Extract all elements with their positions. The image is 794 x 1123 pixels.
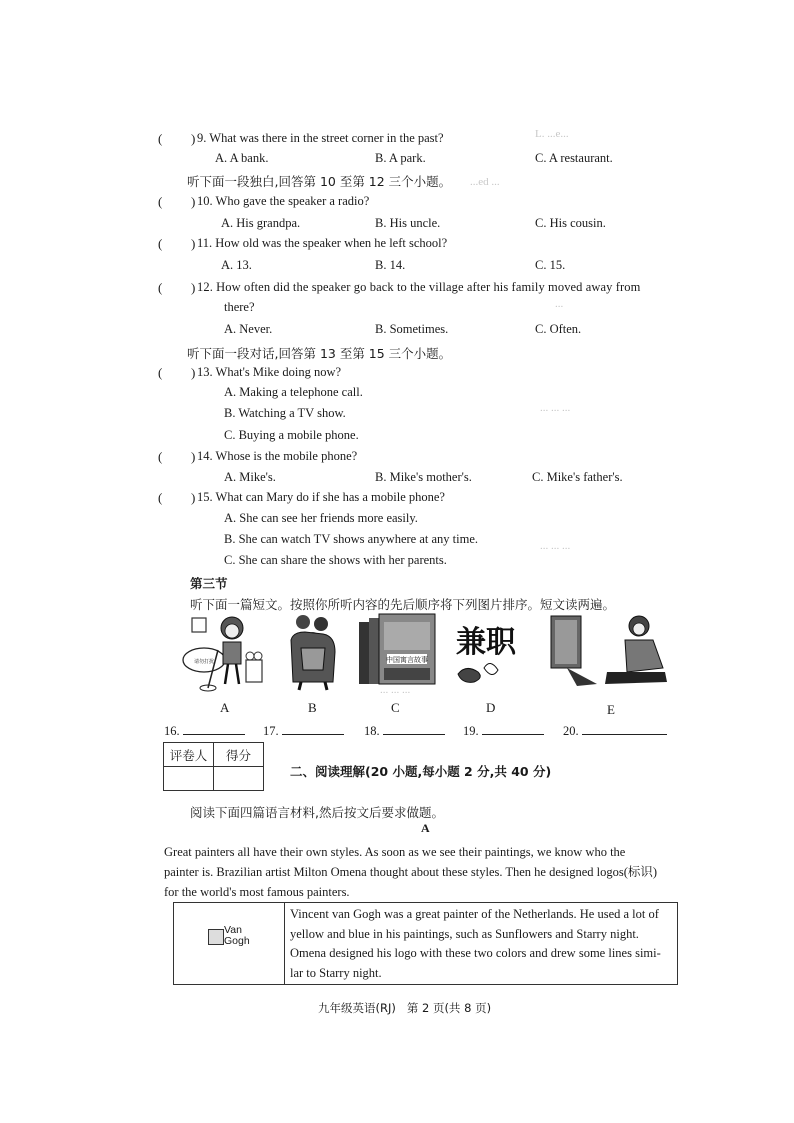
part2-title: 二、阅读理解(20 小题,每小题 2 分,共 40 分) xyxy=(290,764,552,779)
question-15: 15. What can Mary do if she has a mobile phone? xyxy=(197,490,445,504)
instruction-monologue: 听下面一段独白,回答第 10 至第 12 三个小题。 xyxy=(187,174,452,189)
question-12: 12. How often did the speaker go back to the village after his family moved away from xyxy=(197,280,641,294)
picture-b-family xyxy=(283,612,343,692)
van-gogh-logo-cell xyxy=(174,903,285,984)
option: A. Never. xyxy=(224,322,273,336)
option: B. His uncle. xyxy=(375,216,441,230)
section3-instruction: 听下面一篇短文。按照你所听内容的先后顺序将下列图片排序。短文读两遍。 xyxy=(190,597,616,612)
picture-label-c: C xyxy=(391,700,400,715)
instruction-dialogue: 听下面一段对话,回答第 13 至第 15 三个小题。 xyxy=(187,346,452,361)
option: C. 15. xyxy=(535,258,566,272)
option: C. Mike's father's. xyxy=(532,470,623,484)
answer-blank-19[interactable]: 19. xyxy=(463,722,544,739)
picture-e-man-and-painting xyxy=(547,612,677,692)
question-10: 10. Who gave the speaker a radio? xyxy=(197,194,370,208)
picture-label-a: A xyxy=(220,700,230,715)
svg-text:请勿打扰: 请勿打扰 xyxy=(193,659,215,665)
van-gogh-logo-text: Van Gogh xyxy=(224,924,250,947)
passage-label: A xyxy=(421,821,430,835)
grader-score-table xyxy=(163,742,264,791)
section3-title: 第三节 xyxy=(190,576,228,591)
paragraph-line: painter is. Brazilian artist Milton Omena thought about these styles. Then he designed logos(标识) xyxy=(164,865,658,879)
option: B. A park. xyxy=(375,151,426,165)
answer-blank-17[interactable]: 17. xyxy=(263,722,344,739)
answer-blank-18[interactable]: 18. xyxy=(364,722,445,739)
svg-text:中国寓言故事: 中国寓言故事 xyxy=(386,656,428,664)
option: C. Buying a mobile phone. xyxy=(224,428,359,442)
picture-label-b: B xyxy=(308,700,317,715)
option: B. Sometimes. xyxy=(375,322,449,336)
picture-label-d: D xyxy=(486,700,496,715)
van-gogh-description: Vincent van Gogh was a great painter of the Netherlands. He used a lot of yellow and blue in his paintings, such as Sunflowers and Starry night. Omena designed his logo with these two colors and drew some lines simi- lar to Starry night. xyxy=(290,907,661,980)
option: A. She can see her friends more easily. xyxy=(224,511,418,525)
answer-blank-20[interactable]: 20. xyxy=(563,722,667,739)
option: C. His cousin. xyxy=(535,216,606,230)
option: A. Making a telephone call. xyxy=(224,385,363,399)
option: B. 14. xyxy=(375,258,406,272)
question-11: 11. How old was the speaker when he left school? xyxy=(197,236,448,250)
svg-text:兼职: 兼职 xyxy=(456,625,516,660)
paragraph-line: for the world's most famous painters. xyxy=(164,885,350,899)
van-gogh-info-box xyxy=(173,902,678,985)
option: A. His grandpa. xyxy=(221,216,301,230)
picture-d-calligraphy xyxy=(450,612,535,692)
answer-blank-16[interactable]: 16. xyxy=(164,722,245,739)
page-footer: 九年级英语(RJ) 第 2 页(共 8 页) xyxy=(318,1001,492,1015)
van-gogh-logo-icon xyxy=(208,929,224,945)
option: B. Mike's mother's. xyxy=(375,470,472,484)
option: B. She can watch TV shows anywhere at any time. xyxy=(224,532,478,546)
option: A. Mike's. xyxy=(224,470,276,484)
picture-label-e: E xyxy=(607,702,615,717)
question-12-continuation: there? xyxy=(224,300,255,314)
option: C. A restaurant. xyxy=(535,151,613,165)
score-header: 得分 xyxy=(214,743,264,767)
score-cell[interactable] xyxy=(214,767,264,791)
picture-a-boy-cleaning xyxy=(178,612,272,692)
option: C. She can share the shows with her parents. xyxy=(224,553,447,567)
option: A. 13. xyxy=(221,258,252,272)
question-13: 13. What's Mike doing now? xyxy=(197,365,342,379)
picture-c-books xyxy=(357,612,437,692)
paragraph-line: Great painters all have their own styles. As soon as we see their paintings, we know who the xyxy=(164,845,626,859)
option: A. A bank. xyxy=(215,151,269,165)
question-9: 9. What was there in the street corner in the past? xyxy=(197,131,444,145)
question-14: 14. Whose is the mobile phone? xyxy=(197,449,358,463)
reading-instruction: 阅读下面四篇语言材料,然后按文后要求做题。 xyxy=(190,805,444,820)
option: B. Watching a TV show. xyxy=(224,406,346,420)
option: C. Often. xyxy=(535,322,582,336)
grader-header: 评卷人 xyxy=(164,743,214,767)
grader-cell[interactable] xyxy=(164,767,214,791)
passage-a-paragraph xyxy=(164,842,694,902)
